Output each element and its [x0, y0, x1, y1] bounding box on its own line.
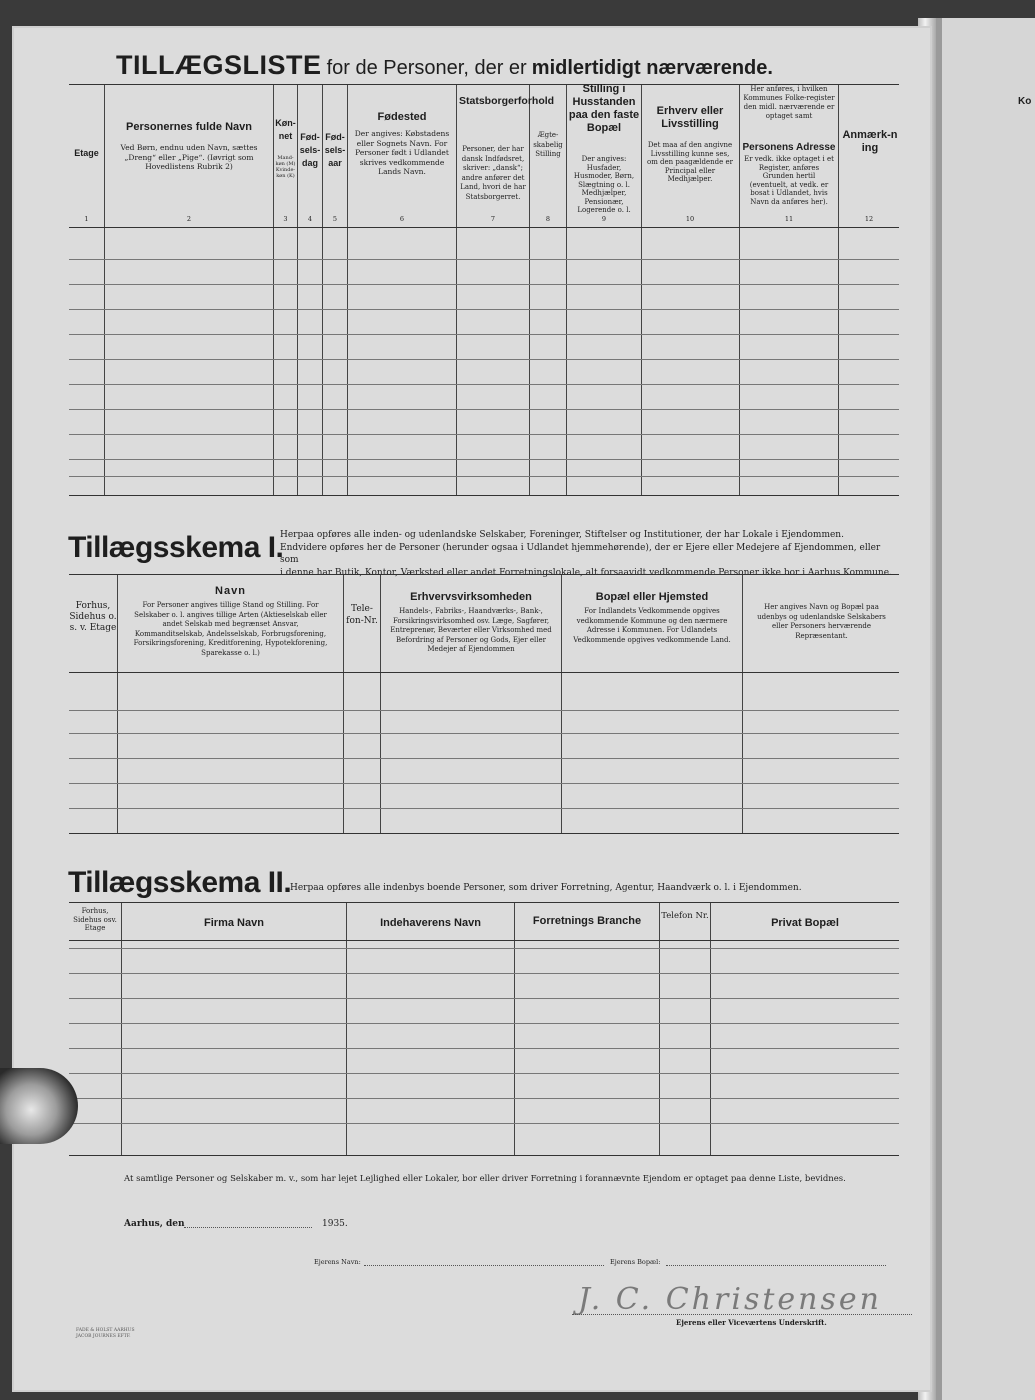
col-address-head: Personens Adresse: [742, 142, 836, 153]
s1-col-business-head: Erhvervsvirksomheden: [410, 591, 532, 603]
s2-col-phone-head: Telefon Nr.: [661, 911, 709, 921]
col-birthyear-head: Fød-sels-aar: [324, 132, 346, 168]
col-name-note: Ved Børn, endnu uden Navn, sættes „Dreng“ eller „Pige“. (Iøvrigt som Hovedlistens Rubrik 2): [120, 143, 258, 171]
s2-col-firm-head: Firma Navn: [204, 917, 264, 929]
s2-col-owner-head: Indehaverens Navn: [380, 917, 481, 929]
col-occupation-note: Det maa af den angivne Livsstilling kunne ses, om den paagældende er Principal eller Medhjælper.: [646, 141, 734, 183]
s2-col-branch-head: Forretnings Branche: [532, 915, 642, 927]
col-name-head: Personernes fulde Navn: [126, 121, 252, 133]
col-birthday-head: Fød-sels-dag: [299, 132, 321, 168]
col-household-head: Stilling i Husstanden paa den faste Bopæl: [568, 83, 640, 134]
col-citizenship-head: Statsborgerforhold: [459, 95, 555, 107]
printer-imprint: FADE & HOLST AARHUS JACOB JOURNES EFTF.: [76, 1328, 135, 1339]
s1-col-residence-head: Bopæl eller Hjemsted: [595, 591, 709, 603]
col-remarks-head: Anmærk-ning: [842, 129, 898, 154]
signature: J. C. Christensen: [578, 1282, 882, 1317]
col-8-num: 8: [545, 215, 551, 223]
adjacent-page: [936, 18, 1035, 1400]
s1-col-name-note: For Personer angives tillige Stand og Stilling. For Selskaber o. l. angives tillige Arten (Aktieselskab eller andet Selskab med begrænset Ansvar, Kommanditselskab, Andelsselskab, Forbrugsforening, Forsikringsforening, Kreditforening, Hypotekforening, Sparekasse o. l.): [133, 601, 328, 657]
s2-col-private-head: Privat Bopæl: [771, 917, 839, 929]
col-birthplace-head: Fødested: [377, 111, 427, 123]
col-10-num: 10: [685, 215, 695, 223]
skema1-title: Tillægsskema I.: [68, 531, 284, 564]
col-address-note: Er vedk. ikke optaget i et Register, anføres Grunden hertil (eventuelt, at vedk. er bosat i Udlandet, hvis Navn da anføres her).: [744, 155, 834, 206]
footer-statement: At samtlige Personer og Selskaber m. v., som har lejet Lejlighed eller Lokaler, bor eller driver Forretning i forannævnte Ejendom er optaget paa denne Liste, bevidnes.: [124, 1174, 846, 1184]
skema2-description: Herpaa opføres alle indenbys boende Personer, som driver Forretning, Agentur, Haandværk o. l. i Ejendommen.: [290, 883, 802, 893]
col-birthplace-note: Der angives: Købstadens eller Sognets Navn. For Personer født i Udlandet skrives vedkommende Lands Navn.: [354, 129, 450, 176]
col-3-num: 3: [283, 215, 288, 223]
s1-col-business-note: Handels-, Fabriks-, Haandværks-, Bank-, Forsikringsvirksomhed osv. Læge, Sagfører, Entreprenør, Beværter eller Virksomhed med Befordring af Personer og Gods, Ejer eller Medejer af Ejendommen: [390, 607, 552, 653]
owner-address-label: Ejerens Bopæl:: [610, 1258, 661, 1266]
col-1-num: 1: [84, 215, 89, 223]
date-fill-line[interactable]: [184, 1227, 312, 1228]
s1-col-floor-head: Forhus, Sidehus o. s. v. Etage: [69, 601, 117, 633]
skema1-desc-line3: i denne har Butik, Kontor, Værksted eller andet Forretningslokale, alt forsaavidt vedkommende Personer ikke bor i Aarhus Kommune.: [280, 567, 892, 578]
title-middle: for de Personer, der er: [326, 57, 527, 79]
col-7-num: 7: [490, 215, 496, 223]
col-occupation-head: Erhverv eller Livsstilling: [656, 105, 724, 130]
col-household-note: Der angives: Husfader, Husmoder, Børn, Slægtning o. l. Medhjælper, Pensionær, Logerende o. l.: [573, 155, 635, 214]
skema1-desc-line2: Endvidere opføres her de Personer (herunder ogsaa i Udlandet hjemmehørende), der er Ejere eller Medejere af Ejendommen, eller som: [280, 542, 881, 565]
col-address-note-top: Her anføres, i hvilken Kommunes Folke-register den midl. nærværende er optaget samt: [743, 85, 835, 120]
owner-name-line[interactable]: [364, 1265, 604, 1266]
col-4-num: 4: [307, 215, 313, 223]
adjacent-page-text: Ko: [1018, 96, 1032, 107]
title-end: midlertidigt nærværende.: [531, 57, 773, 79]
col-6-num: 6: [399, 215, 405, 223]
city-date-label: Aarhus, den: [124, 1219, 185, 1229]
col-11-num: 11: [784, 215, 794, 223]
s2-col-floor-head: Forhus, Sidehus osv. Etage: [73, 907, 117, 932]
skema1-desc-line1: Herpaa opføres alle inden- og udenlandske Selskaber, Foreninger, Stiftelser og Institutioner, der har Lokale i Ejendommen.: [280, 530, 844, 540]
s1-col-residence-note: For Indlandets Vedkommende opgives vedkommende Kommune og den nærmere Adresse i Kommunen. For Udlandets Vedkommende opgives vedkommende Land.: [573, 607, 731, 644]
skema2-table: [69, 902, 899, 1156]
signature-caption: Ejerens eller Viceværtens Underskrift.: [676, 1318, 827, 1327]
skema1-table: [69, 574, 899, 834]
col-marital-head: Ægte-skabelig Stilling: [533, 131, 563, 158]
col-citizenship-note: Personer, der har dansk Indfødsret, skriver: „dansk“; andre anfører det Land, hvori de har Statsborgerret.: [460, 145, 526, 201]
skema2-title: Tillægsskema II.: [68, 866, 292, 899]
col-9-num: 9: [601, 215, 607, 223]
col-etage-head: Etage: [74, 148, 99, 158]
s1-col-representative-note: Her angives Navn og Bopæl paa udenbys og udenlandske Selskabers eller Personers herværende Repræsentant.: [757, 603, 886, 640]
title-bold: TILLÆGSLISTE: [116, 50, 322, 80]
form-page: [12, 26, 932, 1392]
signature-line[interactable]: [572, 1314, 912, 1315]
col-12-num: 12: [864, 215, 874, 223]
skema1-description: [280, 529, 900, 579]
main-table: [69, 84, 899, 496]
year-text: 1935.: [322, 1219, 348, 1229]
col-sex-note: Mand-køn (M) Kvinde-køn (K): [275, 155, 296, 179]
col-5-num: 5: [332, 215, 338, 223]
page-title: [116, 50, 773, 81]
thumb-holding-page: [0, 1068, 78, 1144]
col-sex-head: Køn-net: [275, 118, 296, 141]
owner-name-label: Ejerens Navn:: [314, 1258, 361, 1266]
owner-address-line[interactable]: [666, 1265, 886, 1266]
s1-col-phone-head: Tele-fon-Nr.: [346, 604, 378, 626]
col-2-num: 2: [186, 215, 192, 223]
s1-col-name-head: Navn: [215, 585, 246, 597]
